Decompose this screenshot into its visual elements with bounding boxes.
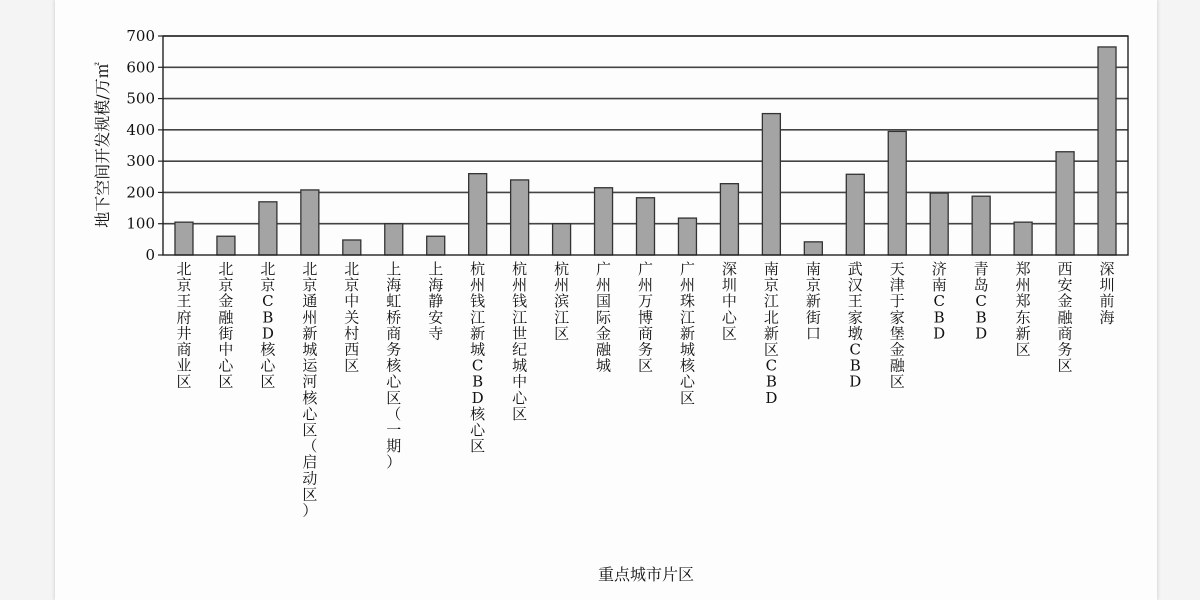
y-tick-label: 300: [126, 152, 155, 171]
x-category-label: 郑州郑东新区: [1015, 260, 1031, 359]
bar: [301, 190, 319, 255]
y-tick-label: 700: [126, 27, 155, 45]
x-category-label: 济南 C B D: [931, 260, 947, 343]
bar: [1014, 222, 1032, 255]
x-category-label: 深圳中心区: [721, 260, 737, 343]
x-category-label: 天津于家堡金融区: [889, 260, 905, 391]
x-category-label: 广州万博商务区: [637, 260, 654, 375]
bar: [385, 224, 403, 255]
bar: [888, 131, 906, 255]
bar: [972, 196, 990, 255]
x-category-label: 北京王府井商业区: [176, 260, 192, 391]
x-category-label: 广州国际金融城: [596, 260, 612, 375]
x-category-label: 南京新街口: [805, 260, 821, 343]
category-labels: [176, 260, 1114, 520]
y-tick-label: 600: [126, 58, 155, 77]
bar: [1098, 47, 1116, 255]
x-axis-title: 重点城市片区: [597, 565, 695, 584]
y-tick-label: 400: [126, 120, 155, 139]
x-category-label: 南京江北新区 C B D: [763, 260, 779, 407]
x-category-label: 广州珠江新城核心区: [679, 260, 695, 407]
bar: [762, 114, 780, 255]
bar: [343, 240, 361, 255]
x-category-label: 深圳前海: [1099, 260, 1115, 327]
y-tick-label: 0: [145, 246, 155, 264]
bar: [595, 188, 613, 255]
bar: [469, 174, 487, 255]
x-category-label: 杭州钱江新城 C B D 核心区: [470, 260, 486, 456]
bar: [511, 180, 529, 255]
y-tick-label: 100: [126, 214, 155, 233]
x-category-label: 杭州钱江世纪城中心区: [512, 260, 528, 423]
x-category-label: 北京 C B D 核心区: [260, 260, 276, 391]
bar: [175, 222, 193, 255]
bar: [637, 198, 655, 255]
y-axis-title: 地下空间开发规模/万㎡: [93, 62, 112, 228]
bar: [804, 242, 822, 255]
bar: [846, 174, 864, 255]
bar: [930, 193, 948, 255]
bar: [720, 184, 738, 255]
x-category-label: 武汉王家墩 C B D: [847, 260, 863, 391]
x-category-label: 上海虹桥商务核心区（一期）: [386, 260, 402, 472]
y-tick-label: 500: [126, 89, 155, 108]
x-category-label: 西安金融商务区: [1057, 260, 1073, 375]
y-tick-label: 200: [126, 183, 155, 202]
bar: [678, 218, 696, 255]
bar: [259, 202, 277, 255]
x-category-label: 北京金融街中心区: [218, 260, 234, 391]
x-category-label: 杭州滨江区: [554, 260, 570, 343]
bar: [1056, 152, 1074, 255]
x-category-label: 北京通州新城运河核心区（启动区）: [302, 260, 318, 520]
bar: [217, 236, 235, 255]
x-category-label: 青岛 C B D: [973, 260, 989, 343]
x-category-label: 北京中关村西区: [344, 260, 360, 375]
x-category-label: 上海静安寺: [428, 260, 444, 343]
y-tick-labels: [126, 27, 155, 264]
bar: [427, 236, 445, 255]
bar: [553, 224, 571, 255]
bars: [175, 47, 1116, 255]
